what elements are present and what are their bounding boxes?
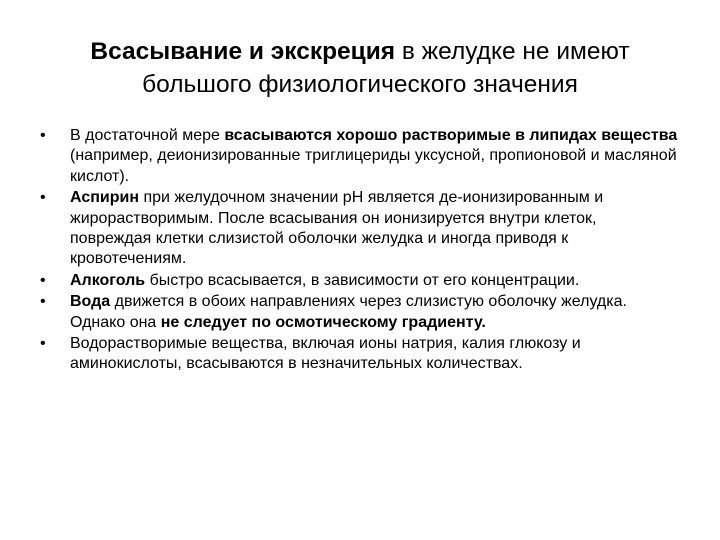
bullet-text: при желудочном значении pH является де-ионизированным и жирорастворимым. После всасывания он ионизируется внутри клеток, повреждая клетки слизистой оболочки желудка и иногда приводя к кровотечениям. — [70, 189, 604, 268]
title-bold-part: Всасывание и экскреция — [90, 38, 396, 65]
bullet-bold: не следует по осмотическому градиенту. — [160, 313, 486, 331]
bullet-dot: • — [40, 127, 46, 144]
bullet-dot: • — [40, 189, 46, 207]
bullet-dot: • — [40, 271, 46, 289]
bullet-list — [38, 126, 678, 376]
bullet-item-water-soluble — [38, 334, 678, 375]
bullet-bold: Алкоголь — [70, 271, 146, 289]
bullet-text: движется в обоих направлениях через слизистую оболочку желудка. Однако она — [70, 293, 627, 331]
title-line1-rest: в желудке не имеют — [395, 38, 630, 65]
bullet-dot: • — [40, 293, 46, 311]
bullet-text: быстро всасывается, в зависимости от его концентрации. — [145, 271, 580, 289]
bullet-bold: Вода — [70, 293, 111, 311]
bullet-text: (например, деионизированные триглицериды уксусной, пропионовой и масляной кислот). — [70, 147, 677, 185]
slide-title — [30, 35, 690, 101]
bullet-item-aspirin — [38, 188, 678, 270]
bullet-text: В достаточной мере — [70, 127, 225, 144]
bullet-item-alcohol — [38, 271, 678, 291]
bullet-bold: Аспирин — [70, 189, 140, 207]
bullet-item-water — [38, 292, 678, 333]
bullet-text: Водорастворимые вещества, включая ионы натрия, калия глюкозу и аминокислоты, всасываются в незначительных количествах. — [70, 335, 581, 373]
bullet-bold: всасываются хорошо растворимые в липидах вещества — [224, 127, 678, 144]
bullet-item-absorption — [38, 126, 678, 187]
bullet-dot: • — [40, 335, 46, 353]
title-line2: большого физиологического значения — [142, 71, 578, 98]
